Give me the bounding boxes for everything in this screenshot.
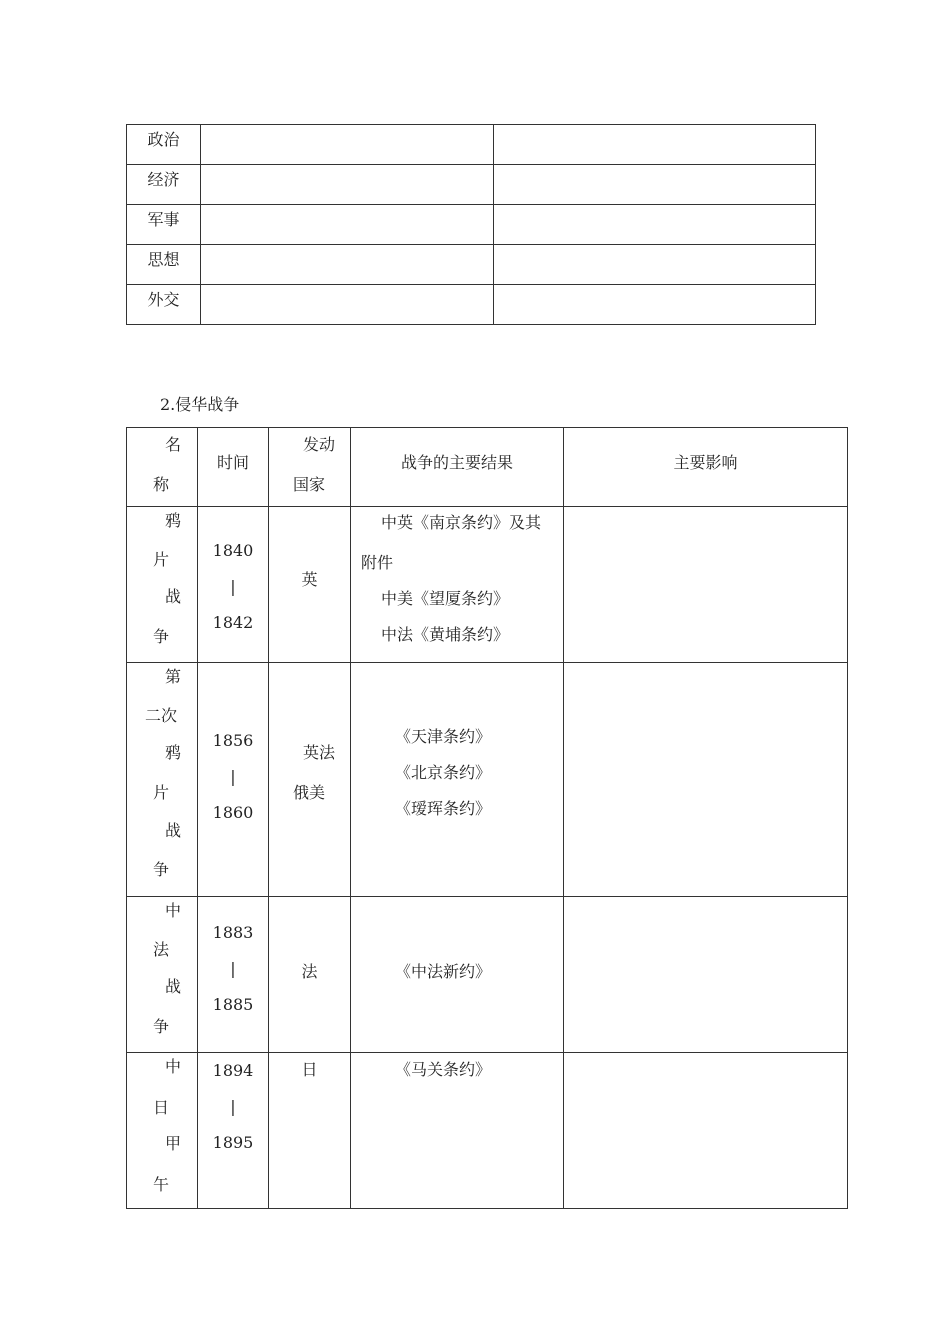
year-start: 1856 (212, 731, 254, 750)
country-label: 英 (301, 570, 318, 589)
war-name-char: 争 (153, 860, 170, 879)
table-row (127, 205, 816, 245)
blank-cell (201, 125, 494, 165)
result-line: 《中法新约》 (395, 962, 492, 981)
war-country-cell (269, 507, 351, 663)
header-country (269, 428, 351, 507)
row-label: 思想 (127, 245, 201, 285)
war-name-char: 片 (153, 783, 170, 802)
war-name-char: 中 (165, 901, 182, 920)
table-row (127, 245, 816, 285)
war-result-cell (351, 507, 564, 663)
year-separator: | (230, 1097, 236, 1116)
country-label: 日 (301, 1060, 318, 1079)
year-end: 1885 (212, 995, 254, 1014)
year-separator: | (230, 577, 236, 596)
war-time-cell (198, 663, 269, 897)
country-label: 法 (301, 962, 318, 981)
war-time-cell (198, 507, 269, 663)
header-result-label: 战争的主要结果 (400, 453, 513, 472)
result-line: 中法《黄埔条约》 (381, 625, 510, 644)
war-name-char: 午 (153, 1175, 170, 1194)
year-start: 1883 (212, 923, 254, 942)
year-end: 1895 (212, 1133, 254, 1152)
year-end: 1860 (212, 803, 254, 822)
country-label: 英法 (303, 743, 336, 762)
war-name-char: 甲 (165, 1134, 182, 1153)
table-row (127, 125, 816, 165)
header-impact-label: 主要影响 (673, 453, 738, 472)
war-name-char: 争 (153, 1017, 170, 1036)
war-name-cell (127, 897, 198, 1053)
result-line: 中美《望厦条约》 (381, 589, 510, 608)
table-row (127, 285, 816, 325)
war-name-char: 战 (165, 587, 182, 606)
blank-cell (201, 245, 494, 285)
blank-cell (201, 205, 494, 245)
header-time-label: 时间 (216, 453, 249, 472)
header-name-1: 名 (165, 435, 182, 454)
war-name-char: 争 (153, 627, 170, 646)
war-name-char: 片 (153, 550, 170, 569)
country-label: 俄美 (293, 783, 326, 802)
impact-cell (564, 507, 848, 663)
war-name-char: 鸦 (165, 511, 182, 530)
result-line: 《北京条约》 (395, 763, 492, 782)
war-country-cell (269, 897, 351, 1053)
table-row (127, 165, 816, 205)
header-name-2: 称 (153, 475, 170, 494)
section-title: 2.侵华战争 (160, 395, 240, 414)
wars-table (126, 427, 848, 1209)
war-result-cell (351, 1053, 564, 1209)
year-start: 1894 (212, 1061, 254, 1080)
result-line: 《天津条约》 (395, 727, 492, 746)
header-impact (564, 428, 848, 507)
row-label: 外交 (127, 285, 201, 325)
row-label: 政治 (127, 125, 201, 165)
header-country-2: 国家 (293, 475, 326, 494)
header-country-1: 发动 (303, 435, 336, 454)
war-country-cell (269, 1053, 351, 1209)
impact-cell (564, 897, 848, 1053)
result-line: 中英《南京条约》及其 (381, 513, 542, 532)
table-row (127, 897, 848, 1053)
table-row (127, 1053, 848, 1209)
result-line: 《瑷珲条约》 (395, 799, 492, 818)
header-row (127, 428, 848, 507)
war-name-cell (127, 663, 198, 897)
year-start: 1840 (212, 541, 254, 560)
blank-cell (201, 285, 494, 325)
header-time (198, 428, 269, 507)
year-separator: | (230, 959, 236, 978)
blank-cell (494, 285, 816, 325)
row-label: 经济 (127, 165, 201, 205)
result-line: 《马关条约》 (395, 1060, 492, 1079)
blank-cell (494, 125, 816, 165)
war-result-cell (351, 663, 564, 897)
blank-cell (494, 205, 816, 245)
war-time-cell (198, 1053, 269, 1209)
war-name-char: 中 (165, 1057, 182, 1076)
header-name (127, 428, 198, 507)
war-name-char: 战 (165, 977, 182, 996)
war-result-cell (351, 897, 564, 1053)
war-name-char: 鸦 (165, 743, 182, 762)
war-name-cell (127, 507, 198, 663)
blank-cell (494, 165, 816, 205)
war-name-char: 日 (153, 1098, 170, 1117)
blank-cell (201, 165, 494, 205)
blank-cell (494, 245, 816, 285)
result-line: 附件 (361, 553, 394, 572)
row-label: 军事 (127, 205, 201, 245)
war-name-char: 第 (165, 667, 182, 686)
table-row (127, 507, 848, 663)
aspects-table (126, 124, 816, 325)
war-time-cell (198, 897, 269, 1053)
table-row (127, 663, 848, 897)
year-end: 1842 (212, 613, 254, 632)
war-country-cell (269, 663, 351, 897)
war-name-cell (127, 1053, 198, 1209)
war-name-char: 战 (165, 821, 182, 840)
header-result (351, 428, 564, 507)
impact-cell (564, 1053, 848, 1209)
impact-cell (564, 663, 848, 897)
year-separator: | (230, 767, 236, 786)
war-name-char: 二次 (145, 706, 178, 725)
war-name-char: 法 (153, 940, 170, 959)
